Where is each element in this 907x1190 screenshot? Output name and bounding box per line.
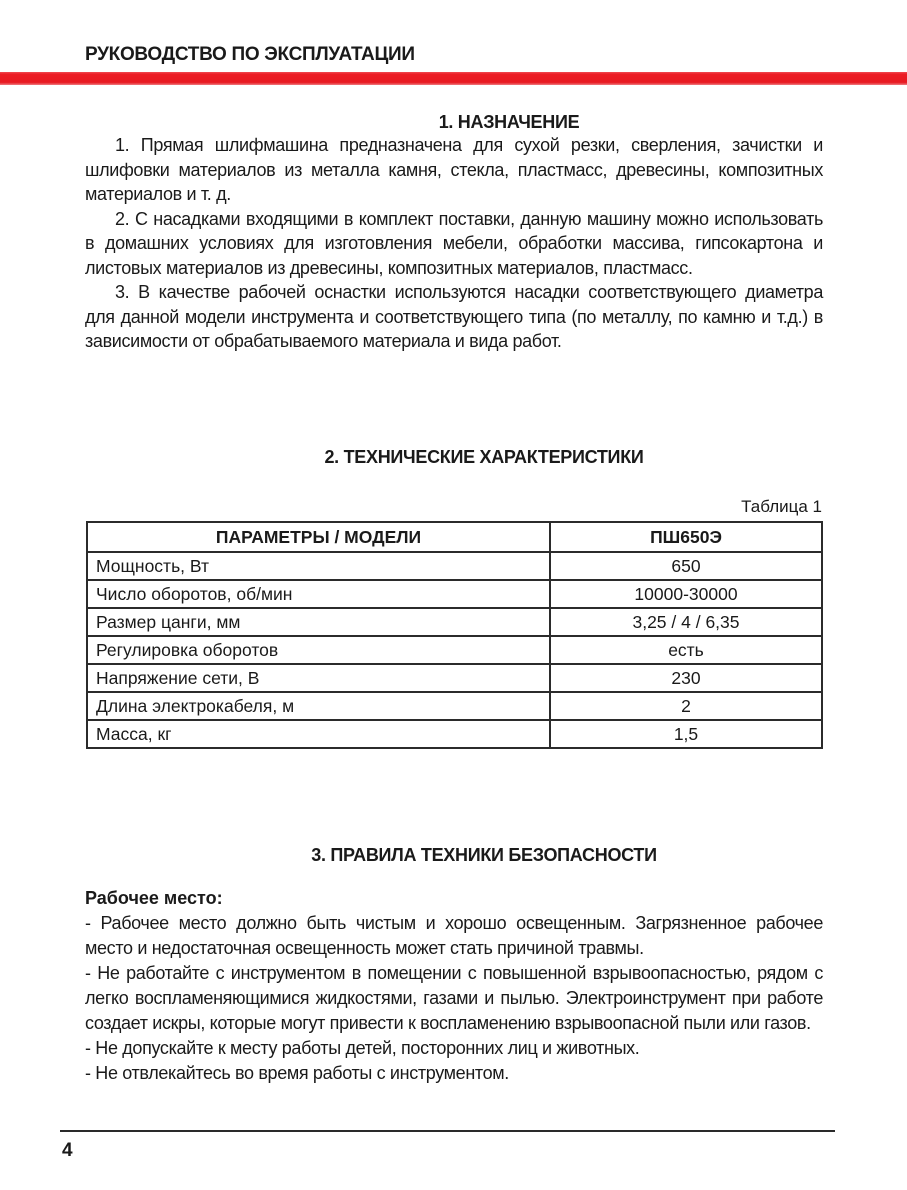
section-title-specs: 2. ТЕХНИЧЕСКИЕ ХАРАКТЕРИСТИКИ	[324, 447, 644, 467]
value-cell: 230	[550, 664, 822, 692]
section-specs	[85, 447, 823, 468]
table-header-row	[87, 522, 822, 552]
table-row	[87, 608, 822, 636]
table-row	[87, 664, 822, 692]
footer-divider	[60, 1130, 835, 1132]
table-row	[87, 580, 822, 608]
page-number: 4	[62, 1140, 73, 1161]
section-purpose	[85, 112, 823, 354]
table-row	[87, 692, 822, 720]
manual-header-title: РУКОВОДСТВО ПО ЭКСПЛУАТАЦИИ	[85, 44, 415, 65]
section-title-purpose: 1. НАЗНАЧЕНИЕ	[438, 112, 580, 132]
header-cell-model: ПШ650Э	[550, 522, 822, 552]
subheading-workplace: Рабочее место:	[85, 888, 223, 908]
section-safety	[85, 845, 823, 866]
table-row	[87, 636, 822, 664]
param-cell: Напряжение сети, В	[87, 664, 550, 692]
param-cell: Длина электрокабеля, м	[87, 692, 550, 720]
table-caption: Таблица 1	[741, 497, 822, 516]
purpose-paragraph-2: 2. С насадками входящими в комплект поставки, данную машину можно использовать в домашних условиях для изготовления мебели, обработки массива, гипсокартона и листовых материалов из древесины, композитных материалов, пластмасс.	[85, 208, 823, 278]
param-cell: Число оборотов, об/мин	[87, 580, 550, 608]
param-cell: Размер цанги, мм	[87, 608, 550, 636]
safety-rule: - Не допускайте к месту работы детей, посторонних лиц и животных.	[85, 1038, 640, 1058]
table-row	[87, 720, 822, 748]
value-cell: 650	[550, 552, 822, 580]
safety-rule: - Не отвлекайтесь во время работы с инструментом.	[85, 1063, 509, 1083]
specs-table	[86, 521, 823, 749]
safety-rule: - Не работайте с инструментом в помещении с повышенной взрывоопасностью, рядом с легко воспламеняющимися жидкостями, газами и пылью. Электроинструмент при работе создает искры, которые могут привести к воспламенению взрывоопасной пыли или газов.	[85, 963, 823, 1033]
value-cell: 10000-30000	[550, 580, 822, 608]
section-title-safety: 3. ПРАВИЛА ТЕХНИКИ БЕЗОПАСНОСТИ	[311, 845, 657, 865]
purpose-paragraph-3: 3. В качестве рабочей оснастки используются насадки соответствующего диаметра для данной модели инструмента и соответствующего типа (по металлу, по камню и т.д.) в зависимости от обрабатываемого материала и вида работ.	[85, 282, 823, 351]
table-row	[87, 552, 822, 580]
safety-rules-list	[85, 911, 823, 1086]
value-cell: 1,5	[550, 720, 822, 748]
value-cell: 2	[550, 692, 822, 720]
value-cell: есть	[550, 636, 822, 664]
param-cell: Масса, кг	[87, 720, 550, 748]
safety-rule: - Рабочее место должно быть чистым и хорошо освещенным. Загрязненное рабочее место и недостаточная освещенность может стать причиной травмы.	[85, 913, 823, 958]
header-cell-parameters: ПАРАМЕТРЫ / МОДЕЛИ	[87, 522, 550, 552]
header-red-bar	[0, 72, 907, 85]
purpose-paragraph-1: 1. Прямая шлифмашина предназначена для сухой резки, сверления, зачистки и шлифовки материалов из металла камня, стекла, пластмасс, древесины, композитных материалов и т. д.	[85, 135, 823, 204]
value-cell: 3,25 / 4 / 6,35	[550, 608, 822, 636]
param-cell: Регулировка оборотов	[87, 636, 550, 664]
param-cell: Мощность, Вт	[87, 552, 550, 580]
